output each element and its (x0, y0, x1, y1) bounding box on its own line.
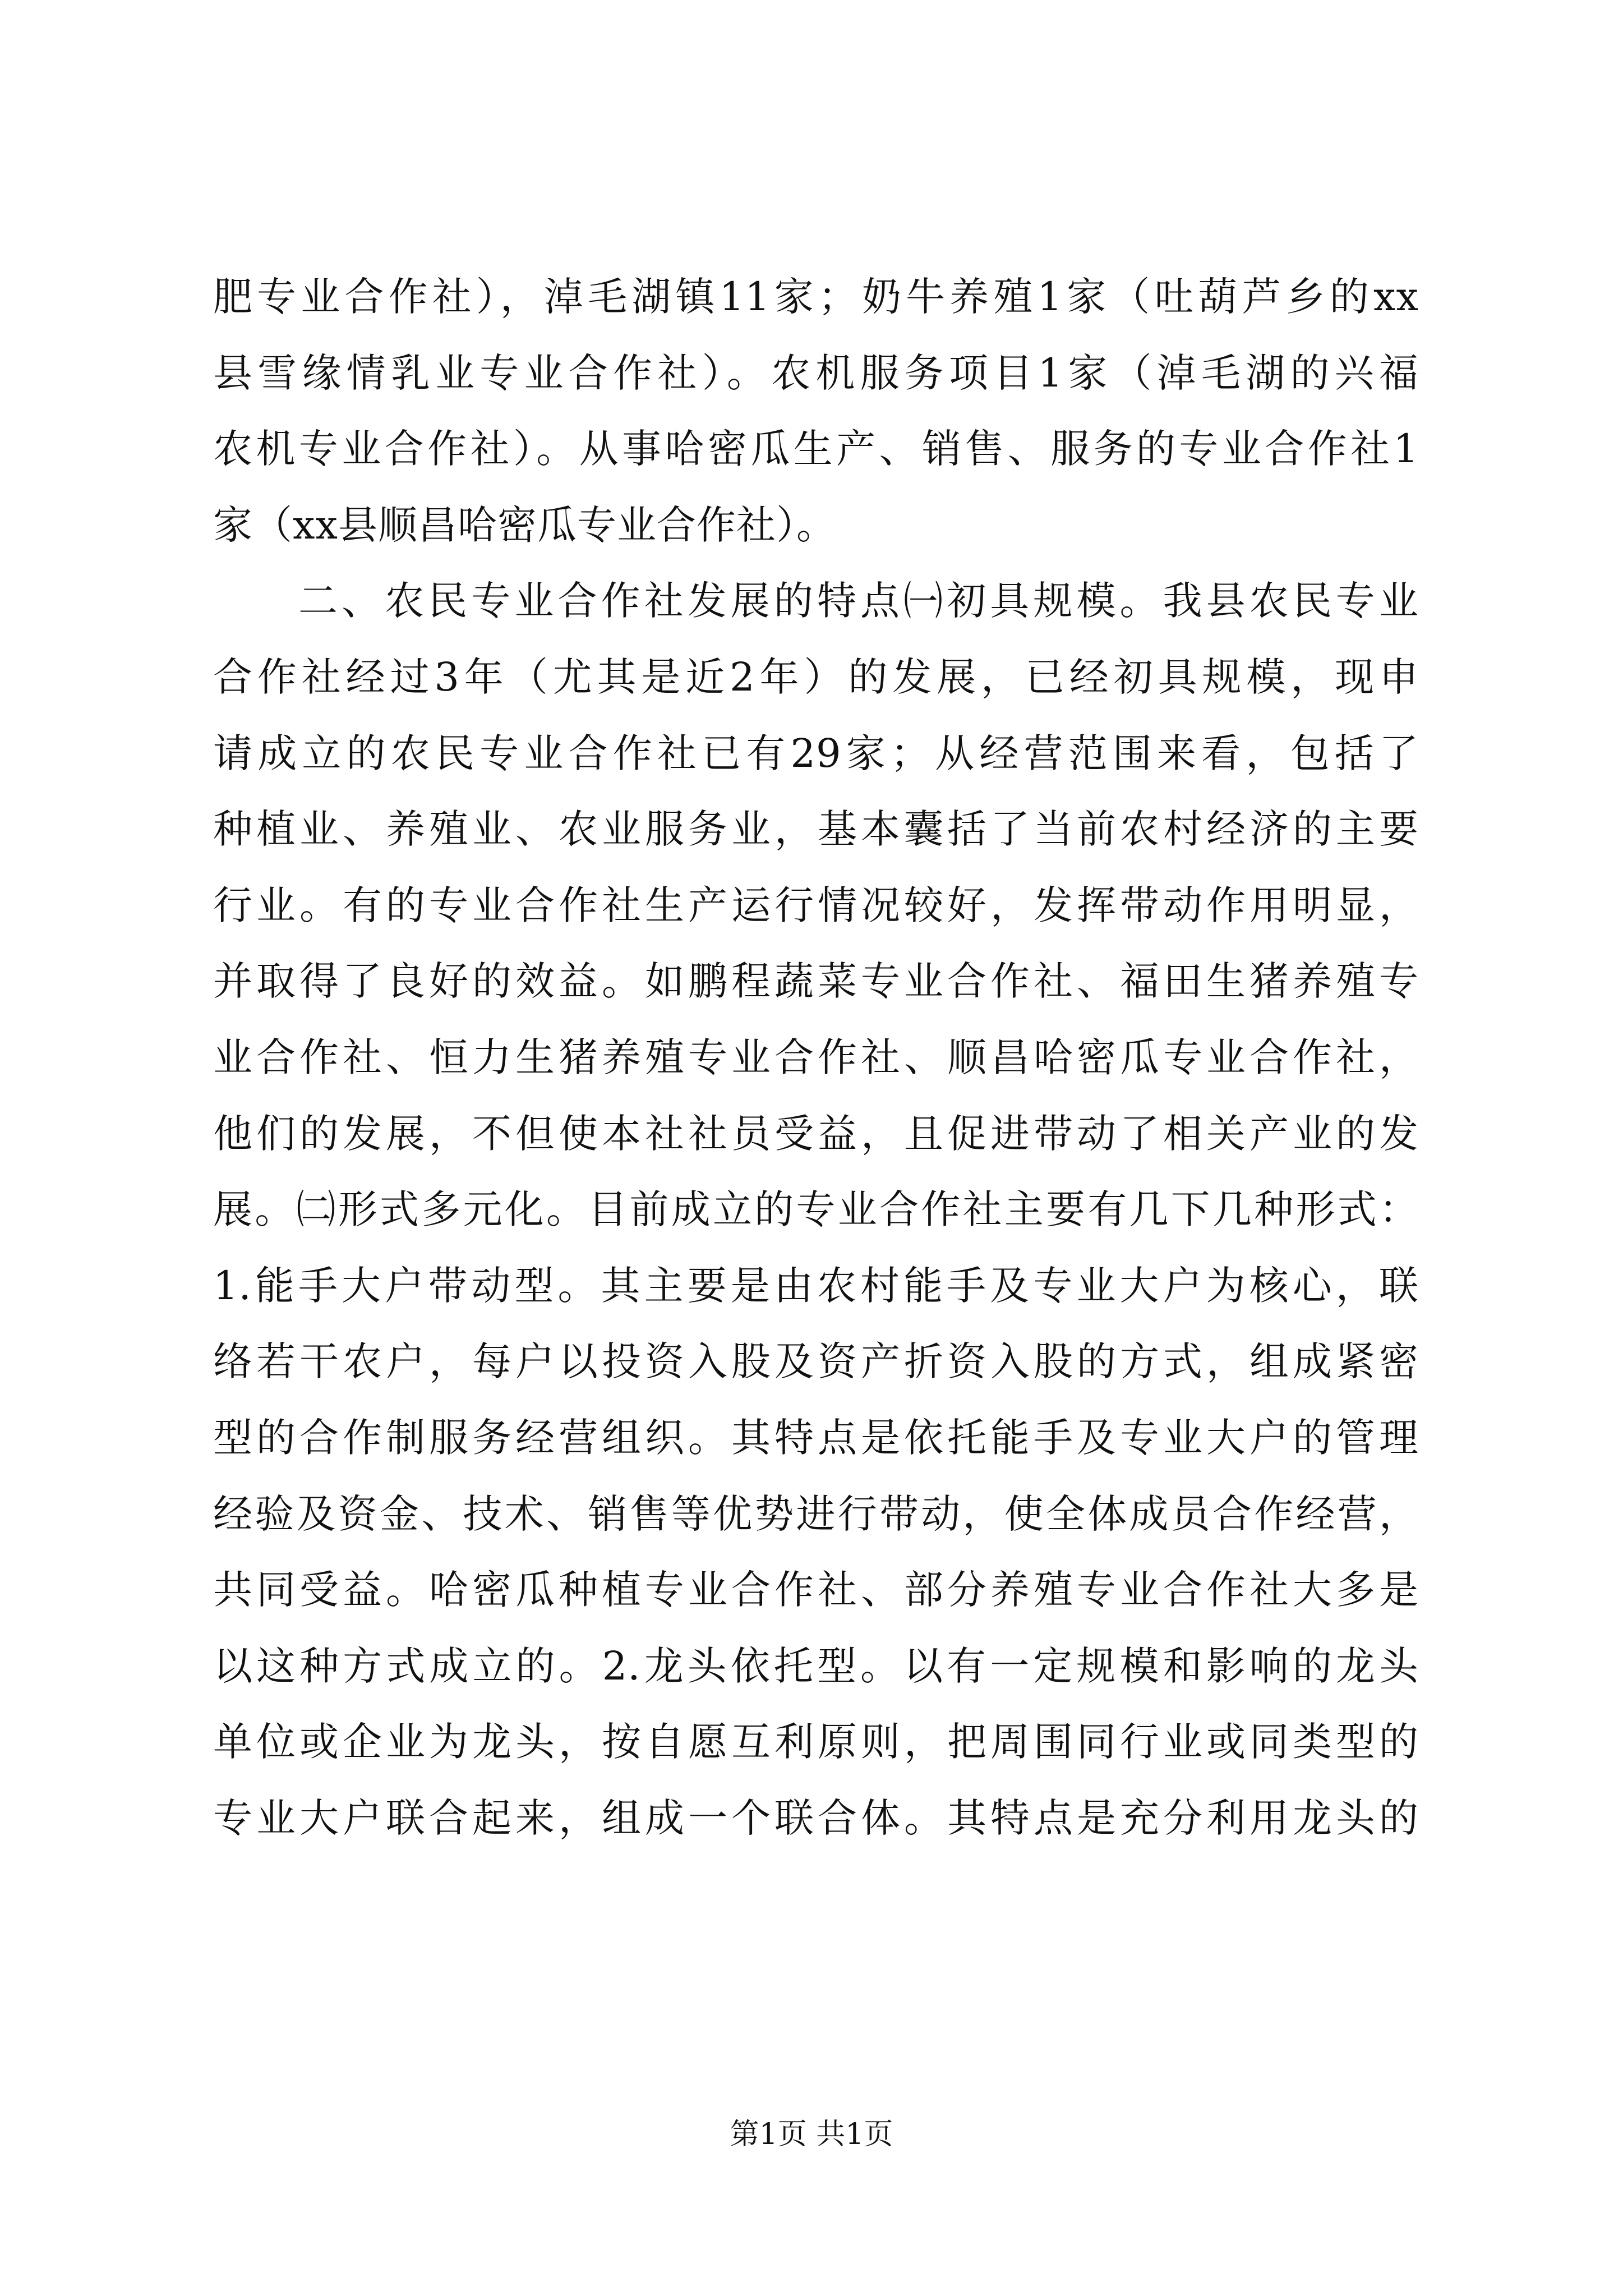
text-line: 行业。有的专业合作社生产运行情况较好，发挥带动作用明显， (213, 882, 1419, 928)
text-line: 并取得了良好的效益。如鹏程蔬菜专业合作社、福田生猪养殖专 (213, 958, 1419, 1005)
text-line: 家（xx县顺昌哈密瓜专业合作社）。 (213, 501, 836, 548)
text-line: 络若干农户，每户以投资入股及资产折资入股的方式，组成紧密 (213, 1338, 1419, 1385)
section-heading-line: 二、农民专业合作社发展的特点㈠初具规模。我县农民专业 (298, 578, 1419, 624)
text-line: 他们的发展，不但使本社社员受益，且促进带动了相关产业的发 (213, 1110, 1419, 1157)
text-line: 1.能手大户带动型。其主要是由农村能手及专业大户为核心，联 (213, 1262, 1419, 1309)
text-line: 肥专业合作社），淖毛湖镇11家；奶牛养殖1家（吐葫芦乡的xx (213, 274, 1419, 320)
text-line: 业合作社、恒力生猪养殖专业合作社、顺昌哈密瓜专业合作社， (213, 1034, 1419, 1080)
document-body (213, 259, 1419, 1856)
text-line: 单位或企业为龙头，按自愿互利原则，把周围同行业或同类型的 (213, 1719, 1419, 1765)
text-line: 请成立的农民专业合作社已有29家；从经营范围来看，包括了 (213, 730, 1419, 776)
text-line: 展。㈡形式多元化。目前成立的专业合作社主要有几下几种形式： (213, 1186, 1419, 1233)
text-line: 以这种方式成立的。2.龙头依托型。以有一定规模和影响的龙头 (213, 1642, 1419, 1689)
text-line: 农机专业合作社）。从事哈密瓜生产、销售、服务的专业合作社1 (213, 426, 1419, 472)
text-line: 县雪缘情乳业专业合作社）。农机服务项目1家（淖毛湖的兴福 (213, 349, 1419, 396)
text-line: 合作社经过3年（尤其是近2年）的发展，已经初具规模，现申 (213, 654, 1419, 700)
page-footer: 第1页 共1页 (730, 2118, 893, 2151)
text-line: 经验及资金、技术、销售等优势进行带动，使全体成员合作经营， (213, 1490, 1419, 1537)
text-line: 专业大户联合起来，组成一个联合体。其特点是充分利用龙头的 (213, 1795, 1419, 1841)
text-line: 种植业、养殖业、农业服务业，基本囊括了当前农村经济的主要 (213, 806, 1419, 853)
text-line: 共同受益。哈密瓜种植专业合作社、部分养殖专业合作社大多是 (213, 1567, 1419, 1613)
text-line: 型的合作制服务经营组织。其特点是依托能手及专业大户的管理 (213, 1414, 1419, 1461)
